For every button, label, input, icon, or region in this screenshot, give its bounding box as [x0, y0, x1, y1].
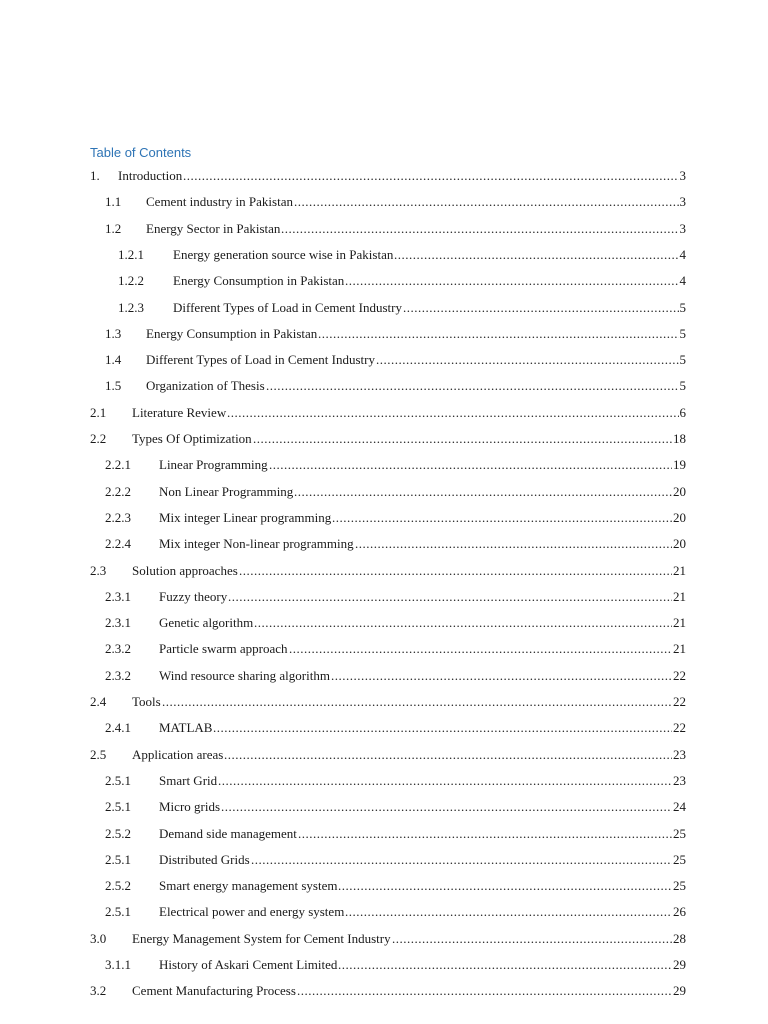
toc-entry-number: 1.2.2 — [118, 273, 144, 289]
toc-leader-dots — [218, 771, 672, 791]
toc-entry-label: Fuzzy theory — [159, 588, 228, 604]
toc-leader-dots — [294, 482, 672, 502]
toc-entry-label: MATLAB — [159, 720, 213, 736]
toc-entry-number: 2.3.1 — [105, 588, 131, 604]
toc-entry-number: 2.5 — [90, 746, 107, 762]
toc-entry-page: 5 — [679, 325, 686, 341]
toc-entry[interactable] — [0, 850, 768, 870]
toc-entry-number: 2.5.1 — [105, 851, 131, 867]
toc-entry-page: 29 — [673, 957, 686, 972]
toc-leader-dots — [376, 350, 679, 370]
toc-entry-label: Demand side management — [159, 825, 297, 841]
toc-entry-label: Cement Manufacturing Process — [132, 983, 296, 999]
toc-entry[interactable] — [0, 482, 768, 502]
toc-entry-number: 1.2.1 — [118, 246, 144, 262]
toc-leader-dots — [338, 955, 672, 975]
toc-entry-page: 25 — [673, 825, 686, 841]
toc-entry-label: Wind resource sharing algorithm — [159, 667, 330, 683]
toc-leader-dots — [251, 850, 672, 870]
toc-entry[interactable] — [0, 902, 768, 922]
toc-leader-dots — [183, 166, 679, 186]
toc-entry[interactable] — [0, 403, 768, 423]
toc-entry-label: Energy Consumption in Pakistan — [173, 273, 345, 289]
toc-leader-dots — [297, 981, 672, 1001]
toc-entry[interactable] — [0, 587, 768, 607]
toc-leader-dots — [221, 797, 672, 817]
toc-entry-page: 20 — [673, 509, 686, 525]
toc-entry[interactable] — [0, 666, 768, 686]
toc-entry-page: 4 — [679, 273, 686, 289]
toc-entry-number: 2.5.1 — [105, 772, 131, 788]
toc-leader-dots — [298, 824, 672, 844]
toc-entry-number: 2.5.2 — [105, 878, 131, 894]
toc-entry[interactable] — [0, 245, 768, 265]
toc-entry-page: 5 — [679, 378, 686, 394]
toc-entry[interactable] — [0, 613, 768, 633]
toc-entry-page: 21 — [673, 615, 686, 631]
toc-entry-label: Introduction — [118, 168, 183, 183]
toc-entry-label: Cement industry in Pakistan — [146, 194, 293, 210]
toc-entry[interactable] — [0, 192, 768, 212]
toc-entry-number: 1.4 — [105, 352, 122, 368]
toc-entry[interactable] — [0, 561, 768, 581]
toc-entry-number: 1.1 — [105, 194, 122, 210]
toc-entry-label: Organization of Thesis — [146, 378, 265, 394]
toc-entry-page: 21 — [673, 562, 686, 578]
toc-entry-number: 2.2.1 — [105, 457, 131, 473]
toc-entry-page: 21 — [673, 588, 686, 604]
toc-leader-dots — [318, 324, 679, 344]
toc-entry-page: 28 — [673, 930, 686, 946]
toc-leader-dots — [239, 561, 672, 581]
toc-entry[interactable] — [0, 929, 768, 949]
toc-entry[interactable] — [0, 271, 768, 291]
toc-title: Table of Contents — [90, 145, 192, 160]
toc-entry-number: 2.4.1 — [105, 720, 131, 736]
toc-entry-page: 22 — [673, 720, 686, 736]
toc-entry-label: Smart Grid — [159, 772, 218, 788]
toc-leader-dots — [392, 929, 672, 949]
toc-entry-label: Types Of Optimization — [132, 431, 252, 446]
toc-entry-label: Different Types of Load in Cement Industry — [173, 299, 402, 315]
toc-entry-page: 3 — [679, 220, 686, 236]
toc-leader-dots — [332, 508, 672, 528]
toc-entry-page: 4 — [679, 246, 686, 262]
toc-leader-dots — [403, 298, 679, 318]
toc-entry[interactable] — [0, 534, 768, 554]
toc-entry[interactable] — [0, 429, 768, 449]
toc-entry-label: Electrical power and energy system — [159, 904, 345, 920]
toc-entry-number: 2.5.1 — [105, 904, 131, 920]
toc-entry-label: Non Linear Programming — [159, 483, 294, 499]
toc-leader-dots — [394, 245, 679, 265]
toc-entry-page: 22 — [673, 694, 686, 709]
toc-entry-label: Particle swarm approach — [159, 641, 288, 657]
toc-entry-label: Literature Review — [132, 404, 227, 420]
toc-entry-number: 2.3.2 — [105, 667, 131, 683]
toc-entry-page: 19 — [673, 457, 686, 473]
toc-entry[interactable] — [0, 350, 768, 370]
toc-entry[interactable] — [0, 219, 768, 239]
toc-entry-page: 3 — [679, 194, 686, 210]
toc-entry-number: 3.1.1 — [105, 957, 131, 972]
toc-leader-dots — [338, 876, 672, 896]
toc-entry-page: 20 — [673, 483, 686, 499]
toc-entry-number: 2.2.2 — [105, 483, 131, 499]
toc-entry[interactable] — [0, 508, 768, 528]
toc-entry-label: Genetic algorithm — [159, 615, 254, 631]
toc-entry-number: 2.2.3 — [105, 509, 131, 525]
toc-entry[interactable] — [0, 166, 768, 186]
toc-entry-label: Energy Sector in Pakistan — [146, 220, 281, 236]
toc-entry-label: Linear Programming — [159, 457, 268, 473]
toc-entry[interactable] — [0, 824, 768, 844]
toc-entry-number: 2.1 — [90, 404, 107, 420]
toc-entry[interactable] — [0, 771, 768, 791]
toc-entry[interactable] — [0, 298, 768, 318]
toc-leader-dots — [228, 587, 672, 607]
toc-leader-dots — [345, 902, 672, 922]
toc-leader-dots — [294, 192, 679, 212]
toc-entry-page: 25 — [673, 878, 686, 894]
toc-leader-dots — [224, 745, 672, 765]
toc-entry[interactable] — [0, 955, 768, 975]
toc-leader-dots — [227, 403, 679, 423]
toc-entry-number: 2.2 — [90, 431, 107, 446]
toc-entry-number: 2.3.1 — [105, 615, 131, 631]
toc-entry-label: Solution approaches — [132, 562, 238, 578]
toc-entry[interactable] — [0, 981, 768, 1001]
toc-entry-number: 1.5 — [105, 378, 122, 394]
toc-entry-page: 24 — [673, 799, 686, 815]
toc-entry-page: 23 — [673, 746, 686, 762]
toc-leader-dots — [331, 666, 672, 686]
toc-entry-page: 20 — [673, 536, 686, 552]
toc-entry-number: 1.2.3 — [118, 299, 144, 315]
toc-entry[interactable] — [0, 745, 768, 765]
toc-leader-dots — [254, 613, 672, 633]
toc-entry-page: 25 — [673, 851, 686, 867]
toc-entry-page: 5 — [679, 299, 686, 315]
toc-entry[interactable] — [0, 797, 768, 817]
toc-entry-label: Application areas — [132, 746, 224, 762]
toc-entry[interactable] — [0, 692, 768, 712]
toc-entry-label: Tools — [132, 694, 161, 709]
toc-leader-dots — [213, 718, 672, 738]
toc-entry-page: 21 — [673, 641, 686, 657]
toc-entry-number: 2.5.2 — [105, 825, 131, 841]
toc-entry[interactable] — [0, 876, 768, 896]
toc-entry-number: 2.5.1 — [105, 799, 131, 815]
toc-entry[interactable] — [0, 718, 768, 738]
toc-entry-number: 1. — [90, 168, 100, 183]
toc-entry-label: Distributed Grids — [159, 851, 250, 867]
toc-leader-dots — [253, 429, 672, 449]
toc-entry-number: 3.2 — [90, 983, 107, 999]
toc-entry-page: 18 — [673, 431, 686, 446]
toc-entry-number: 2.2.4 — [105, 536, 131, 552]
toc-entry-label: Energy Consumption in Pakistan — [146, 325, 318, 341]
toc-entry-label: Different Types of Load in Cement Industry — [146, 352, 375, 368]
toc-entry-label: Mix integer Non-linear programming — [159, 536, 354, 552]
toc-entry-page: 26 — [673, 904, 686, 920]
toc-entry-number: 1.3 — [105, 325, 122, 341]
toc-leader-dots — [281, 219, 679, 239]
toc-entry-page: 29 — [673, 983, 686, 999]
toc-entry-number: 3.0 — [90, 930, 107, 946]
toc-entry[interactable] — [0, 324, 768, 344]
toc-entry-page: 5 — [679, 352, 686, 368]
toc-entry-page: 23 — [673, 772, 686, 788]
toc-entry-label: Energy generation source wise in Pakistan — [173, 246, 394, 262]
toc-entry-label: Mix integer Linear programming — [159, 509, 332, 525]
toc-entry-number: 1.2 — [105, 220, 122, 236]
toc-leader-dots — [345, 271, 679, 291]
toc-leader-dots — [266, 376, 679, 396]
toc-entry[interactable] — [0, 639, 768, 659]
toc-entry-number: 2.3 — [90, 562, 107, 578]
toc-leader-dots — [162, 692, 672, 712]
toc-entry-number: 2.4 — [90, 694, 107, 709]
toc-entry-page: 6 — [679, 404, 686, 420]
toc-entry-number: 2.3.2 — [105, 641, 131, 657]
toc-entry-label: History of Askari Cement Limited — [159, 957, 338, 972]
toc-entry[interactable] — [0, 376, 768, 396]
toc-entry-label: Micro grids — [159, 799, 221, 815]
toc-entry[interactable] — [0, 455, 768, 475]
toc-leader-dots — [355, 534, 672, 554]
toc-entry-label: Energy Management System for Cement Industry — [132, 930, 391, 946]
toc-entry-label: Smart energy management system — [159, 878, 338, 894]
toc-entry-page: 22 — [673, 667, 686, 683]
toc-leader-dots — [269, 455, 672, 475]
toc-entry-page: 3 — [679, 168, 686, 183]
toc-leader-dots — [289, 639, 672, 659]
